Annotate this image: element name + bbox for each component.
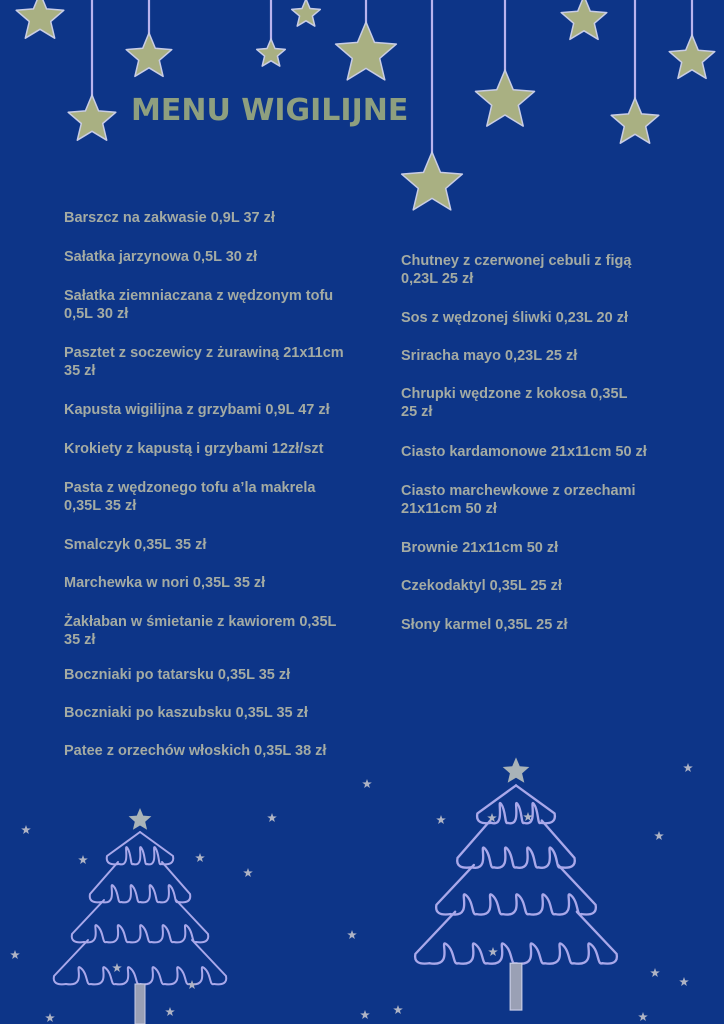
- hanging-star-icon: [126, 33, 172, 76]
- menu-item-line: Sriracha mayo 0,23L 25 zł: [401, 348, 578, 364]
- menu-item: [64, 742, 326, 760]
- menu-item: [401, 443, 647, 461]
- small-star-icon: [638, 1012, 648, 1021]
- menu-item-line: Żakłaban w śmietanie z kawiorem 0,35L: [64, 614, 337, 630]
- hanging-star-icon: [16, 0, 64, 38]
- menu-item: [401, 616, 568, 634]
- tree-top-star-icon: [503, 757, 530, 782]
- small-star-icon: [267, 813, 277, 822]
- christmas-tree-icon: [54, 808, 227, 1024]
- menu-item: [401, 385, 627, 421]
- menu-item-line: 35 zł: [64, 632, 96, 648]
- small-star-icon: [683, 763, 693, 772]
- menu-item-line: Czekodaktyl 0,35L 25 zł: [401, 578, 562, 594]
- small-star-icon: [78, 855, 88, 864]
- menu-item: [64, 440, 323, 458]
- menu-item-line: Chutney z czerwonej cebuli z figą: [401, 253, 632, 269]
- menu-item-line: 0,23L 25 zł: [401, 271, 474, 287]
- small-star-icon: [112, 963, 122, 972]
- hanging-star-icon: [68, 95, 116, 140]
- hanging-star-icon: [402, 152, 463, 210]
- menu-item: [401, 347, 577, 365]
- menu-item-line: Boczniaki po kaszubsku 0,35L 35 zł: [64, 705, 308, 721]
- page-title: MENU WIGILIJNE: [131, 93, 409, 128]
- menu-item: [64, 209, 275, 227]
- small-star-icon: [45, 1013, 55, 1022]
- menu-item-line: 35 zł: [64, 363, 96, 379]
- small-star-icon: [679, 977, 689, 986]
- tree-top-star-icon: [129, 808, 152, 830]
- hanging-star-icon: [336, 22, 397, 80]
- menu-item: [401, 577, 562, 595]
- menu-item-line: 0,35L 35 zł: [64, 498, 137, 514]
- small-star-icon: [347, 930, 357, 939]
- hanging-star-icon: [476, 70, 535, 126]
- small-star-icon: [393, 1005, 403, 1014]
- menu-item: [64, 536, 206, 554]
- tree-trunk: [510, 963, 522, 1010]
- small-star-icon: [436, 815, 446, 824]
- menu-item: [401, 252, 631, 288]
- menu-item-line: Ciasto marchewkowe z orzechami: [401, 483, 636, 499]
- menu-item-line: 21x11cm 50 zł: [401, 501, 497, 517]
- menu-item-line: Ciasto kardamonowe 21x11cm 50 zł: [401, 444, 647, 460]
- small-star-icon: [195, 853, 205, 862]
- small-star-icon: [243, 868, 253, 877]
- small-star-icon: [654, 831, 664, 840]
- small-star-icon: [10, 950, 20, 959]
- menu-item-line: Pasztet z soczewicy z żurawiną 21x11cm: [64, 345, 344, 361]
- menu-item: [64, 287, 333, 323]
- menu-item-line: Sos z wędzonej śliwki 0,23L 20 zł: [401, 310, 628, 326]
- menu-item-line: Pasta z wędzonego tofu a’la makrela: [64, 480, 316, 496]
- hanging-star-icon: [611, 98, 659, 143]
- small-star-icon: [21, 825, 31, 834]
- small-star-icon: [187, 980, 197, 989]
- menu-item: [64, 401, 330, 419]
- menu-item: [64, 666, 290, 684]
- menu-item-line: Brownie 21x11cm 50 zł: [401, 540, 559, 556]
- hanging-star-icon: [292, 0, 321, 26]
- hanging-star-icon: [561, 0, 607, 39]
- christmas-tree-icon: [415, 757, 617, 1010]
- menu-item-line: Chrupki wędzone z kokosa 0,35L: [401, 386, 628, 402]
- menu-item: [401, 539, 558, 557]
- menu-item-line: Krokiety z kapustą i grzybami 12zł/szt: [64, 441, 324, 457]
- menu-item: [64, 479, 315, 515]
- menu-item-line: Kapusta wigilijna z grzybami 0,9L 47 zł: [64, 402, 330, 418]
- menu-item-line: Słony karmel 0,35L 25 zł: [401, 617, 568, 633]
- menu-item: [64, 704, 308, 722]
- small-star-icon: [362, 779, 372, 788]
- small-star-icon: [488, 947, 498, 956]
- menu-item-line: Barszcz na zakwasie 0,9L 37 zł: [64, 210, 275, 226]
- menu-item-line: Sałatka ziemniaczana z wędzonym tofu: [64, 288, 334, 304]
- menu-item: [64, 344, 344, 380]
- menu-item-line: Marchewka w nori 0,35L 35 zł: [64, 575, 266, 591]
- menu-item-line: Boczniaki po tatarsku 0,35L 35 zł: [64, 667, 291, 683]
- hanging-star-icon: [257, 39, 286, 66]
- menu-item: [64, 613, 336, 649]
- menu-item-line: Patee z orzechów włoskich 0,35L 38 zł: [64, 743, 327, 759]
- menu-item: [64, 574, 265, 592]
- small-star-icon: [360, 1010, 370, 1019]
- menu-item-line: 25 zł: [401, 404, 433, 420]
- menu-item: [401, 309, 628, 327]
- menu-item: [64, 248, 257, 266]
- small-star-icon: [165, 1007, 175, 1016]
- hanging-star-icon: [669, 35, 715, 78]
- tree-trunk: [135, 984, 145, 1024]
- menu-item: [401, 482, 636, 518]
- menu-item-line: 0,5L 30 zł: [64, 306, 129, 322]
- menu-item-line: Sałatka jarzynowa 0,5L 30 zł: [64, 249, 258, 265]
- small-star-icon: [650, 968, 660, 977]
- menu-item-line: Smalczyk 0,35L 35 zł: [64, 537, 207, 553]
